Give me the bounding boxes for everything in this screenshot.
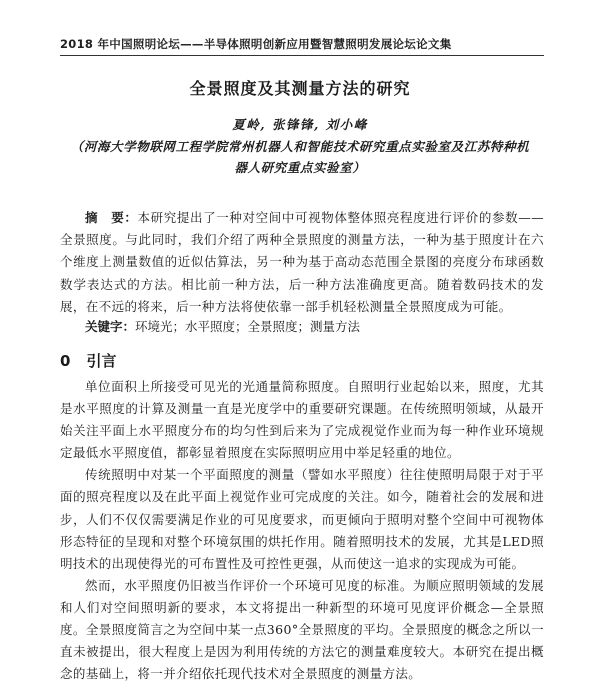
body-paragraph: 然而，水平照度仍旧被当作评价一个环境可见度的标准。为顺应照明领域的发展和人们对空间照明新的要求，本文将提出一种新型的环境可见度评价概念—全景照度。全景照度简言之为空间中某一点360°全景照度的平均。全景照度的概念之所以一直未被提出，很大程度上是因为利用传统的方法它的测量难度较大。本研究在提出概念的基础上，将一并介绍依托现代技术对全景照度的测量方法。: [60, 577, 544, 682]
keywords-text: 环境光；水平照度；全景照度；测量方法: [135, 319, 361, 334]
section-number: 0: [60, 352, 71, 370]
body-paragraph: 单位面积上所接受可见光的光通量简称照度。自照明行业起始以来，照度，尤其是水平照度的计算及测量一直是光度学中的重要研究课题。在传统照明领域，从最开始关注平面上水平照度分布的均匀性到后来为了完成视觉作业而为每一种作业环境规定最低水平照度值，都彰显着照度在实际照明应用中举足轻重的地位。: [60, 379, 544, 461]
section-title: 引言: [86, 352, 117, 370]
header-rule: [60, 55, 544, 56]
paper-authors: 夏岭, 张锋锋, 刘小峰: [232, 117, 368, 132]
abstract-label: 摘 要：: [85, 210, 138, 225]
abstract-text: 本研究提出了一种对空间中可视物体整体照亮程度进行评价的参数——全景照度。与此同时，我们介绍了两种全景照度的测量方法，一种为基于照度计在六个维度上测量数值的近似估算法，另一种为基于高动态范围全景图的亮度分布球函数数学表达式的方法。相比前一种方法，后一种方法准确度更高。随着数码技术的发展，在不远的将来，后一种方法将使依靠一部手机轻松测量全景照度成为可能。: [60, 210, 544, 314]
paper-title: 全景照度及其测量方法的研究: [189, 79, 411, 98]
keywords-label: 关键字：: [85, 319, 136, 334]
body-text: [60, 376, 544, 685]
section-heading: [60, 350, 116, 371]
body-paragraph: 传统照明中对某一个平面照度的测量（譬如水平照度）往往使照明局限于对于平面的照亮程度以及在此平面上视觉作业可完成度的关注。如今，随着社会的发展和进步，人们不仅仅需要满足作业的可见度要求，而更倾向于照明对整个空间中可视物体形态特征的呈现和对整个环境氛围的烘托作用。随着照明技术的发展，尤其是LED照明技术的出现使得光的可布置性及可控性更强，从而使这一追求的实现成为可能。: [60, 467, 544, 571]
paper-affiliation: （河海大学物联网工程学院常州机器人和智能技术研究重点实验室及江苏特种机器人研究重点实验室）: [70, 139, 530, 175]
keywords: [60, 316, 544, 338]
abstract: [60, 207, 544, 318]
running-header: 2018 年中国照明论坛——半导体照明创新应用暨智慧照明发展论坛论文集: [60, 37, 452, 51]
